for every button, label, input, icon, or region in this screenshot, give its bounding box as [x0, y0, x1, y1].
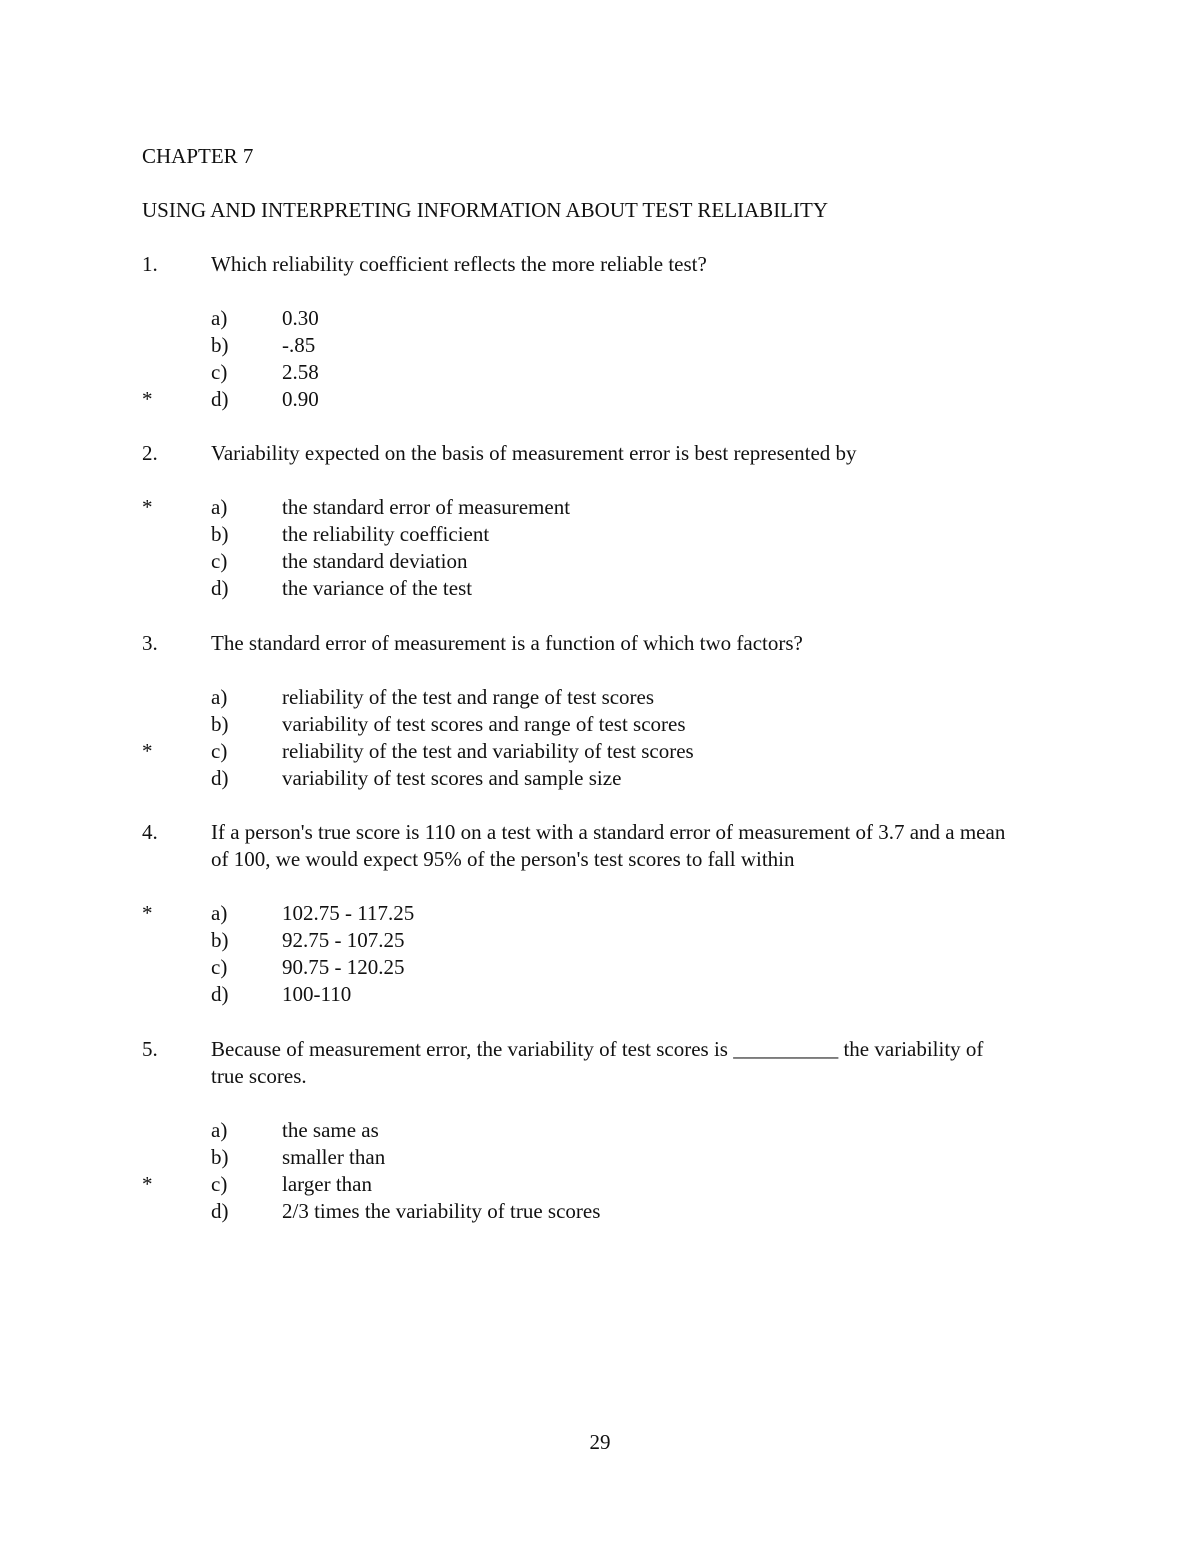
answer-option [142, 1171, 1042, 1198]
option-letter: b) [211, 928, 229, 952]
answer-option [142, 981, 1042, 1008]
option-text: the same as [282, 1118, 379, 1142]
answer-option [142, 494, 1042, 521]
option-letter: d) [211, 982, 229, 1006]
question-1 [142, 251, 1042, 413]
option-text: the reliability coefficient [282, 522, 490, 546]
question-number: 2. [142, 441, 158, 465]
option-letter: b) [211, 333, 229, 357]
answer-option [142, 1198, 1042, 1225]
question-3 [142, 630, 1042, 792]
option-letter: a) [211, 306, 228, 330]
answer-options [142, 494, 1042, 602]
option-text: variability of test scores and sample size [282, 766, 622, 790]
answer-option [142, 575, 1042, 602]
question-text: Variability expected on the basis of measurement error is best represented by [211, 441, 857, 465]
correct-marker: * [142, 387, 153, 411]
option-text: -.85 [282, 333, 316, 357]
question-text: Which reliability coefficient reflects the more reliable test? [211, 252, 707, 276]
correct-marker: * [142, 495, 153, 519]
option-letter: a) [211, 685, 228, 709]
option-letter: c) [211, 955, 228, 979]
answer-option [142, 332, 1042, 359]
question-2 [142, 440, 1042, 602]
answer-options [142, 1117, 1042, 1225]
correct-marker: * [142, 1172, 153, 1196]
option-text: reliability of the test and range of test scores [282, 685, 655, 709]
answer-options [142, 900, 1042, 1008]
correct-marker: * [142, 901, 153, 925]
option-letter: c) [211, 360, 228, 384]
question-stem [142, 630, 1042, 657]
question-text: Because of measurement error, the variability of test scores is __________ the variability of true scores. [211, 1037, 984, 1088]
option-letter: a) [211, 901, 228, 925]
question-stem [142, 440, 1042, 467]
answer-option [142, 521, 1042, 548]
option-letter: c) [211, 739, 228, 763]
option-text: the standard error of measurement [282, 495, 571, 519]
option-text: 2.58 [282, 360, 319, 384]
option-text: 90.75 - 120.25 [282, 955, 405, 979]
question-number: 1. [142, 252, 158, 276]
option-letter: d) [211, 387, 229, 411]
question-stem [142, 251, 1042, 278]
chapter-title: USING AND INTERPRETING INFORMATION ABOUT TEST RELIABILITY [142, 198, 828, 222]
option-letter: d) [211, 766, 229, 790]
option-letter: b) [211, 1145, 229, 1169]
option-text: larger than [282, 1172, 372, 1196]
option-text: 92.75 - 107.25 [282, 928, 405, 952]
answer-option [142, 386, 1042, 413]
question-4 [142, 819, 1042, 1008]
answer-options [142, 684, 1042, 792]
answer-option [142, 1144, 1042, 1171]
option-text: reliability of the test and variability of test scores [282, 739, 694, 763]
answer-option [142, 927, 1042, 954]
answer-option [142, 359, 1042, 386]
question-stem [142, 819, 1042, 873]
answer-option [142, 305, 1042, 332]
option-letter: d) [211, 576, 229, 600]
answer-option [142, 738, 1042, 765]
option-text: 102.75 - 117.25 [282, 901, 415, 925]
answer-option [142, 954, 1042, 981]
page-number: 29 [589, 1430, 611, 1454]
option-letter: b) [211, 522, 229, 546]
option-letter: d) [211, 1199, 229, 1223]
option-text: 2/3 times the variability of true scores [282, 1199, 601, 1223]
question-text: The standard error of measurement is a function of which two factors? [211, 631, 803, 655]
answer-option [142, 548, 1042, 575]
answer-options [142, 305, 1042, 413]
option-letter: c) [211, 549, 228, 573]
option-text: 0.30 [282, 306, 319, 330]
option-text: 0.90 [282, 387, 319, 411]
question-stem [142, 1036, 1042, 1090]
answer-option [142, 711, 1042, 738]
answer-option [142, 1117, 1042, 1144]
question-number: 4. [142, 820, 158, 844]
question-number: 5. [142, 1037, 158, 1061]
option-text: the standard deviation [282, 549, 468, 573]
option-text: 100-110 [282, 982, 352, 1006]
answer-option [142, 900, 1042, 927]
option-text: the variance of the test [282, 576, 473, 600]
chapter-heading: CHAPTER 7 [142, 144, 254, 168]
option-text: variability of test scores and range of test scores [282, 712, 686, 736]
question-number: 3. [142, 631, 158, 655]
correct-marker: * [142, 739, 153, 763]
answer-option [142, 765, 1042, 792]
question-5 [142, 1036, 1042, 1225]
option-letter: b) [211, 712, 229, 736]
option-text: smaller than [282, 1145, 386, 1169]
option-letter: c) [211, 1172, 228, 1196]
answer-option [142, 684, 1042, 711]
question-text: If a person's true score is 110 on a test with a standard error of measurement of 3.7 and a mean of 100, we would expect 95% of the person's test scores to fall within [211, 820, 1006, 871]
option-letter: a) [211, 1118, 228, 1142]
option-letter: a) [211, 495, 228, 519]
